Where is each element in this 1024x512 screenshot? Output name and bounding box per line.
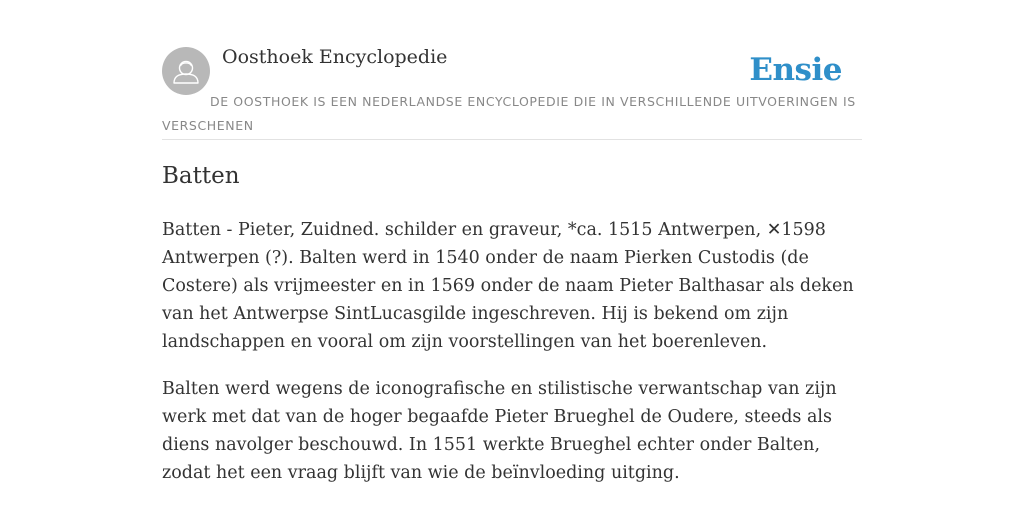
article-paragraph-1: Batten - Pieter, Zuidned. schilder en graveur, *ca. 1515 Antwerpen, ✕1598 Antwerpen (?). Balten werd in 1540 onder de naam Pierken Custodis (de Costere) als vrijmeester en in 1569 onder de naam Pieter Balthasar als deken van het Antwerpse SintLucasgilde ingeschreven. Hij is bekend om zijn landschappen en vooral om zijn voorstellingen van het boerenleven. (162, 220, 854, 352)
site-name-link[interactable]: Oosthoek Encyclopedie (222, 46, 448, 68)
user-avatar-icon[interactable] (162, 47, 210, 95)
content-container (162, 0, 862, 483)
user-silhouette-icon (162, 47, 210, 95)
article-title: Batten (162, 163, 240, 189)
article-paragraph-2: Balten werd wegens de iconografische en stilistische verwantschap van zijn werk met dat van de hoger begaafde Pieter Brueghel de Oudere, steeds als diens navolger beschouwd. In 1551 werkte Brueghel echter onder Balten, zodat het een vraag blijft van wie de beïnvloeding uitging. (162, 379, 837, 483)
brand-logo-link[interactable]: Ensie (749, 52, 842, 88)
site-subtitle: DE OOSTHOEK IS EEN NEDERLANDSE ENCYCLOPEDIE DIE IN VERSCHILLENDE UITVOERINGEN IS VERSCHENEN (162, 94, 856, 133)
site-header (162, 0, 862, 140)
